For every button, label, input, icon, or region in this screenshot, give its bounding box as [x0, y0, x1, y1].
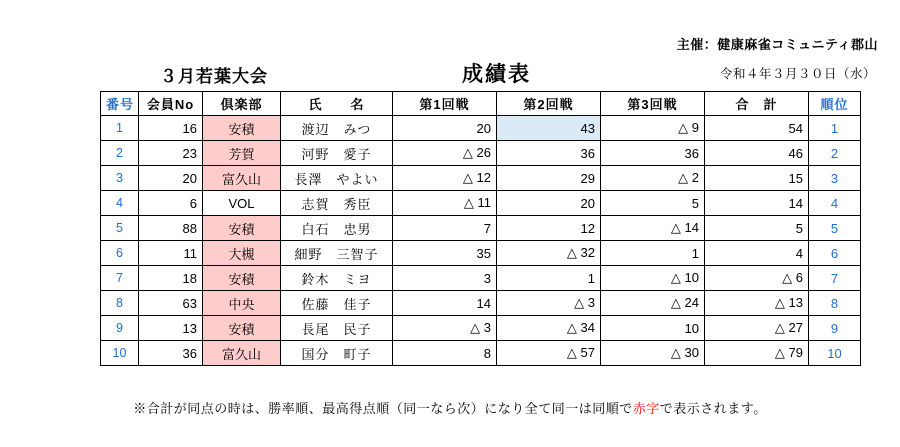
cell-club: 安積: [203, 316, 281, 341]
cell-round3: 36: [601, 141, 705, 166]
results-table-container: [100, 91, 849, 366]
table-row: [101, 341, 861, 366]
cell-member-no: 13: [139, 316, 203, 341]
cell-round2: △ 34: [497, 316, 601, 341]
cell-club: VOL: [203, 191, 281, 216]
event-title: ３月若葉大会: [160, 67, 268, 86]
cell-no: 5: [101, 216, 139, 241]
table-row: [101, 191, 861, 216]
cell-total: 4: [705, 241, 809, 266]
cell-member-no: 63: [139, 291, 203, 316]
cell-total: △ 13: [705, 291, 809, 316]
cell-round3: 10: [601, 316, 705, 341]
column-header-member-no: 会員No: [139, 92, 203, 116]
table-row: [101, 291, 861, 316]
cell-club: 富久山: [203, 166, 281, 191]
cell-round2: 43: [497, 116, 601, 141]
cell-round1: △ 3: [393, 316, 497, 341]
cell-rank: 8: [809, 291, 861, 316]
cell-club: 安積: [203, 266, 281, 291]
table-row: [101, 166, 861, 191]
cell-round2: △ 3: [497, 291, 601, 316]
cell-round2: 12: [497, 216, 601, 241]
footnote-red-text: 赤字: [632, 401, 660, 416]
results-table-body: [101, 116, 861, 366]
host-organization: 主催：健康麻雀コミュニティ郡山: [676, 37, 878, 52]
table-row: [101, 241, 861, 266]
table-header-row: [101, 92, 861, 116]
cell-member-no: 20: [139, 166, 203, 191]
cell-total: △ 27: [705, 316, 809, 341]
cell-round1: 3: [393, 266, 497, 291]
table-row: [101, 266, 861, 291]
cell-round3: 5: [601, 191, 705, 216]
cell-round1: 7: [393, 216, 497, 241]
cell-round1: △ 12: [393, 166, 497, 191]
cell-player-name: 鈴木 ミヨ: [281, 266, 393, 291]
cell-no: 10: [101, 341, 139, 366]
cell-no: 6: [101, 241, 139, 266]
cell-round1: 8: [393, 341, 497, 366]
cell-round1: 35: [393, 241, 497, 266]
cell-round3: 1: [601, 241, 705, 266]
results-table: [100, 91, 861, 366]
cell-player-name: 志賀 秀臣: [281, 191, 393, 216]
cell-round1: △ 11: [393, 191, 497, 216]
cell-player-name: 長尾 民子: [281, 316, 393, 341]
cell-round3: △ 2: [601, 166, 705, 191]
column-header-no: 番号: [101, 92, 139, 116]
cell-club: 中央: [203, 291, 281, 316]
cell-rank: 5: [809, 216, 861, 241]
cell-no: 4: [101, 191, 139, 216]
cell-round1: 20: [393, 116, 497, 141]
cell-player-name: 細野 三智子: [281, 241, 393, 266]
cell-club: 安積: [203, 116, 281, 141]
cell-no: 8: [101, 291, 139, 316]
cell-no: 9: [101, 316, 139, 341]
cell-rank: 4: [809, 191, 861, 216]
event-date: 令和４年３月３０日（水）: [719, 67, 876, 81]
cell-round2: 1: [497, 266, 601, 291]
table-row: [101, 316, 861, 341]
cell-round1: 14: [393, 291, 497, 316]
cell-player-name: 白石 忠男: [281, 216, 393, 241]
cell-member-no: 88: [139, 216, 203, 241]
footnote-part1: ※合計が同点の時は、勝率順、最高得点順（同一なら次）になり全て同一は同順で: [133, 401, 633, 416]
cell-round2: △ 57: [497, 341, 601, 366]
cell-no: 7: [101, 266, 139, 291]
table-row: [101, 116, 861, 141]
cell-round3: △ 10: [601, 266, 705, 291]
cell-player-name: 河野 愛子: [281, 141, 393, 166]
cell-no: 1: [101, 116, 139, 141]
cell-round2: △ 32: [497, 241, 601, 266]
cell-total: 5: [705, 216, 809, 241]
cell-rank: 10: [809, 341, 861, 366]
cell-total: △ 6: [705, 266, 809, 291]
cell-total: 46: [705, 141, 809, 166]
column-header-rank: 順位: [809, 92, 861, 116]
cell-round3: △ 24: [601, 291, 705, 316]
footnote-part2: で表示されます。: [659, 401, 767, 416]
cell-member-no: 36: [139, 341, 203, 366]
column-header-round2: 第2回戦: [497, 92, 601, 116]
cell-player-name: 佐藤 佳子: [281, 291, 393, 316]
cell-round2: 29: [497, 166, 601, 191]
column-header-total: 合 計: [705, 92, 809, 116]
cell-total: 15: [705, 166, 809, 191]
cell-total: 14: [705, 191, 809, 216]
cell-no: 3: [101, 166, 139, 191]
cell-rank: 9: [809, 316, 861, 341]
cell-rank: 7: [809, 266, 861, 291]
cell-club: 安積: [203, 216, 281, 241]
table-row: [101, 141, 861, 166]
cell-total: 54: [705, 116, 809, 141]
cell-club: 富久山: [203, 341, 281, 366]
footnote: [0, 398, 900, 417]
cell-round3: △ 9: [601, 116, 705, 141]
cell-club: 芳賀: [203, 141, 281, 166]
cell-player-name: 渡辺 みつ: [281, 116, 393, 141]
cell-total: △ 79: [705, 341, 809, 366]
cell-rank: 1: [809, 116, 861, 141]
cell-rank: 2: [809, 141, 861, 166]
cell-round2: 36: [497, 141, 601, 166]
cell-round3: △ 14: [601, 216, 705, 241]
cell-member-no: 16: [139, 116, 203, 141]
cell-round1: △ 26: [393, 141, 497, 166]
cell-member-no: 18: [139, 266, 203, 291]
cell-round2: 20: [497, 191, 601, 216]
cell-round3: △ 30: [601, 341, 705, 366]
column-header-club: 倶楽部: [203, 92, 281, 116]
cell-player-name: 国分 町子: [281, 341, 393, 366]
column-header-name: 氏 名: [281, 92, 393, 116]
cell-club: 大槻: [203, 241, 281, 266]
cell-player-name: 長澤 やよい: [281, 166, 393, 191]
cell-no: 2: [101, 141, 139, 166]
column-header-round1: 第1回戦: [393, 92, 497, 116]
cell-member-no: 11: [139, 241, 203, 266]
column-header-round3: 第3回戦: [601, 92, 705, 116]
cell-member-no: 6: [139, 191, 203, 216]
cell-rank: 6: [809, 241, 861, 266]
cell-member-no: 23: [139, 141, 203, 166]
page-title: 成績表: [462, 63, 531, 86]
cell-rank: 3: [809, 166, 861, 191]
table-row: [101, 216, 861, 241]
